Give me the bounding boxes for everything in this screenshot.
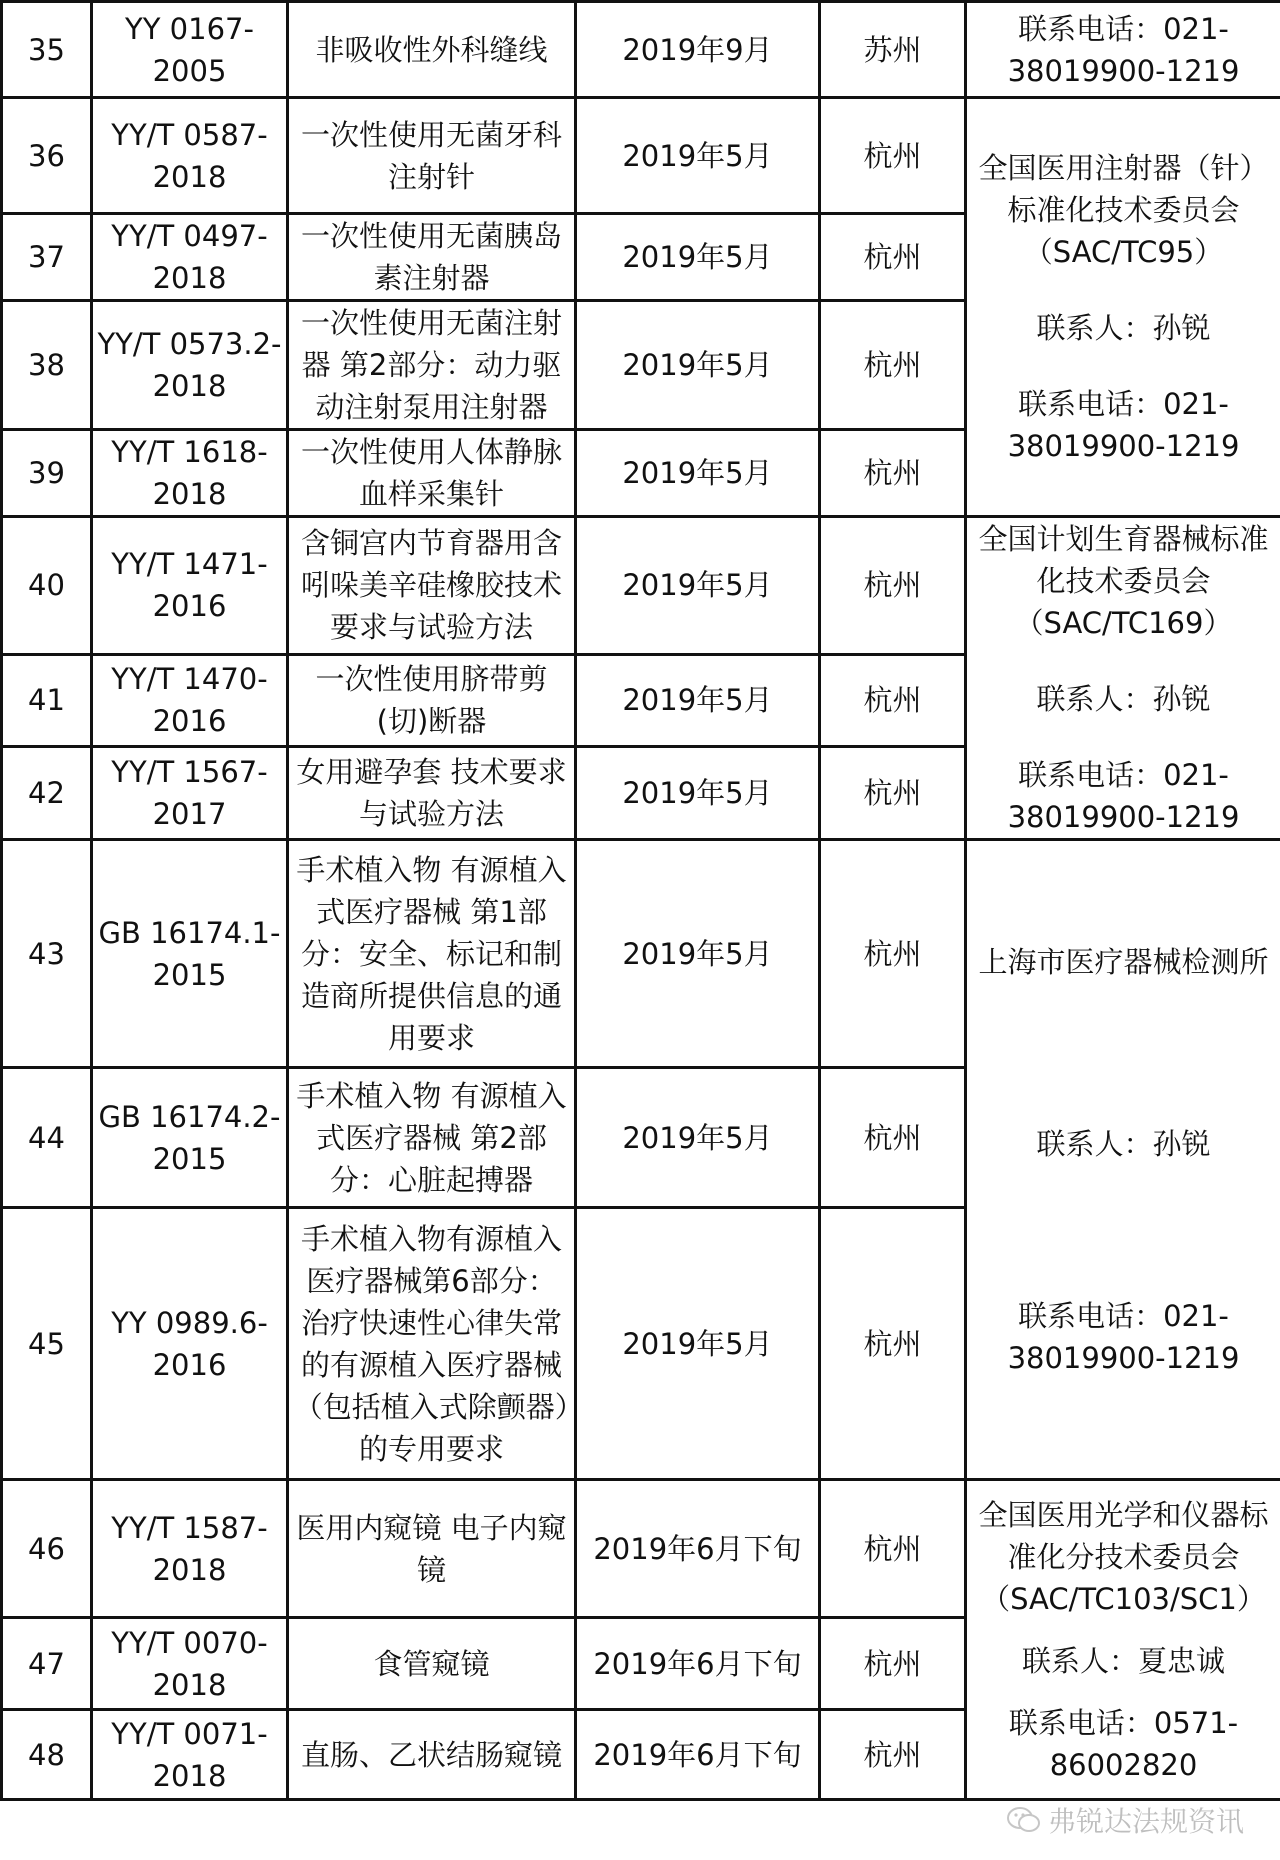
- standard-name: 含铜宫内节育器用含吲哚美辛硅橡胶技术要求与试验方法: [288, 517, 576, 655]
- standard-name: 非吸收性外科缝线: [288, 2, 576, 98]
- standard-code: YY/T 0497-2018: [92, 214, 288, 301]
- training-date: 2019年5月: [576, 214, 820, 301]
- training-location: 苏州: [820, 2, 966, 98]
- standard-code: YY/T 1587-2018: [92, 1480, 288, 1618]
- row-number: 35: [2, 2, 92, 98]
- training-date: 2019年5月: [576, 517, 820, 655]
- training-location: 杭州: [820, 1208, 966, 1480]
- standard-code: YY/T 1470-2016: [92, 654, 288, 747]
- standard-code: YY/T 0071-2018: [92, 1710, 288, 1800]
- training-date: 2019年6月下旬: [576, 1710, 820, 1800]
- contact-person: 联系人：孙锐: [1036, 311, 1211, 345]
- training-location: 杭州: [820, 840, 966, 1068]
- training-location: 杭州: [820, 1480, 966, 1618]
- training-location: 杭州: [820, 1710, 966, 1800]
- contact-phone: 联系电话：021-38019900-1219: [1007, 11, 1240, 88]
- standard-name: 一次性使用人体静脉血样采集针: [288, 430, 576, 517]
- standard-code: GB 16174.1-2015: [92, 840, 288, 1068]
- standard-name: 医用内窥镜 电子内窥镜: [288, 1480, 576, 1618]
- row-number: 46: [2, 1480, 92, 1618]
- row-number: 47: [2, 1618, 92, 1710]
- training-date: 2019年5月: [576, 430, 820, 517]
- row-number: 40: [2, 517, 92, 655]
- standard-code: YY/T 0573.2-2018: [92, 301, 288, 430]
- standard-code: YY/T 1567-2017: [92, 747, 288, 840]
- contact-org: 全国计划生育器械标准化技术委员会（SAC/TC169）: [978, 522, 1269, 640]
- standard-code: YY/T 0070-2018: [92, 1618, 288, 1710]
- standard-name: 一次性使用无菌胰岛素注射器: [288, 214, 576, 301]
- standard-name: 手术植入物有源植入医疗器械第6部分：治疗快速性心律失常的有源植入医疗器械（包括植入式除颤器）的专用要求: [288, 1208, 576, 1480]
- contact-cell: [966, 1480, 1280, 1800]
- standard-name: 一次性使用脐带剪(切)断器: [288, 654, 576, 747]
- contact-org: 全国医用注射器（针）标准化技术委员会（SAC/TC95）: [978, 151, 1269, 269]
- row-number: 39: [2, 430, 92, 517]
- row-number: 42: [2, 747, 92, 840]
- table-row: [2, 2, 1280, 98]
- row-number: 45: [2, 1208, 92, 1480]
- table-row: [2, 840, 1280, 1068]
- table-row: [2, 98, 1280, 214]
- contact-cell: [966, 98, 1280, 517]
- training-location: 杭州: [820, 517, 966, 655]
- standard-name: 手术植入物 有源植入式医疗器械 第1部分：安全、标记和制造商所提供信息的通用要求: [288, 840, 576, 1068]
- training-date: 2019年9月: [576, 2, 820, 98]
- watermark: [1006, 1800, 1244, 1840]
- contact-person: 联系人：孙锐: [1036, 1126, 1211, 1161]
- row-number: 41: [2, 654, 92, 747]
- training-date: 2019年6月下旬: [576, 1480, 820, 1618]
- training-date: 2019年6月下旬: [576, 1618, 820, 1710]
- row-number: 44: [2, 1068, 92, 1208]
- table-row: [2, 1480, 1280, 1618]
- training-date: 2019年5月: [576, 654, 820, 747]
- table-row: [2, 517, 1280, 655]
- training-date: 2019年5月: [576, 1068, 820, 1208]
- contact-person: 联系人：夏忠诚: [1021, 1643, 1225, 1678]
- training-location: 杭州: [820, 654, 966, 747]
- training-location: 杭州: [820, 430, 966, 517]
- contact-phone: 联系电话：0571-86002820: [1008, 1705, 1239, 1782]
- standard-code: GB 16174.2-2015: [92, 1068, 288, 1208]
- standard-code: YY/T 0587-2018: [92, 98, 288, 214]
- contact-org: 全国医用光学和仪器标准化分技术委员会（SAC/TC103/SC1）: [978, 1497, 1269, 1616]
- contact-phone: 联系电话：021-38019900-1219: [1007, 387, 1240, 463]
- row-number: 48: [2, 1710, 92, 1800]
- row-number: 38: [2, 301, 92, 430]
- training-location: 杭州: [820, 301, 966, 430]
- standard-name: 女用避孕套 技术要求与试验方法: [288, 747, 576, 840]
- wechat-icon: [1006, 1806, 1042, 1834]
- standard-name: 食管窥镜: [288, 1618, 576, 1710]
- contact-org: 上海市医疗器械检测所: [978, 944, 1269, 979]
- watermark-text: 弗锐达法规资讯: [1047, 1805, 1244, 1838]
- contact-cell: [966, 2, 1280, 98]
- standard-name: 直肠、乙状结肠窥镜: [288, 1710, 576, 1800]
- standard-name: 手术植入物 有源植入式医疗器械 第2部分：心脏起搏器: [288, 1068, 576, 1208]
- training-date: 2019年5月: [576, 747, 820, 840]
- row-number: 37: [2, 214, 92, 301]
- training-location: 杭州: [820, 98, 966, 214]
- standard-code: YY/T 1618-2018: [92, 430, 288, 517]
- training-location: 杭州: [820, 1618, 966, 1710]
- training-date: 2019年5月: [576, 1208, 820, 1480]
- standard-code: YY/T 1471-2016: [92, 517, 288, 655]
- training-date: 2019年5月: [576, 301, 820, 430]
- contact-cell: [966, 517, 1280, 840]
- row-number: 43: [2, 840, 92, 1068]
- standard-code: YY 0167-2005: [92, 2, 288, 98]
- training-location: 杭州: [820, 747, 966, 840]
- contact-phone: 联系电话：021-38019900-1219: [1007, 758, 1240, 834]
- contact-phone: 联系电话：021-38019900-1219: [1007, 1298, 1240, 1375]
- standard-name: 一次性使用无菌牙科注射针: [288, 98, 576, 214]
- training-date: 2019年5月: [576, 98, 820, 214]
- standard-name: 一次性使用无菌注射器 第2部分：动力驱动注射泵用注射器: [288, 301, 576, 430]
- standard-code: YY 0989.6-2016: [92, 1208, 288, 1480]
- training-date: 2019年5月: [576, 840, 820, 1068]
- training-location: 杭州: [820, 1068, 966, 1208]
- contact-person: 联系人：孙锐: [1036, 682, 1211, 716]
- training-location: 杭州: [820, 214, 966, 301]
- contact-cell: [966, 840, 1280, 1480]
- row-number: 36: [2, 98, 92, 214]
